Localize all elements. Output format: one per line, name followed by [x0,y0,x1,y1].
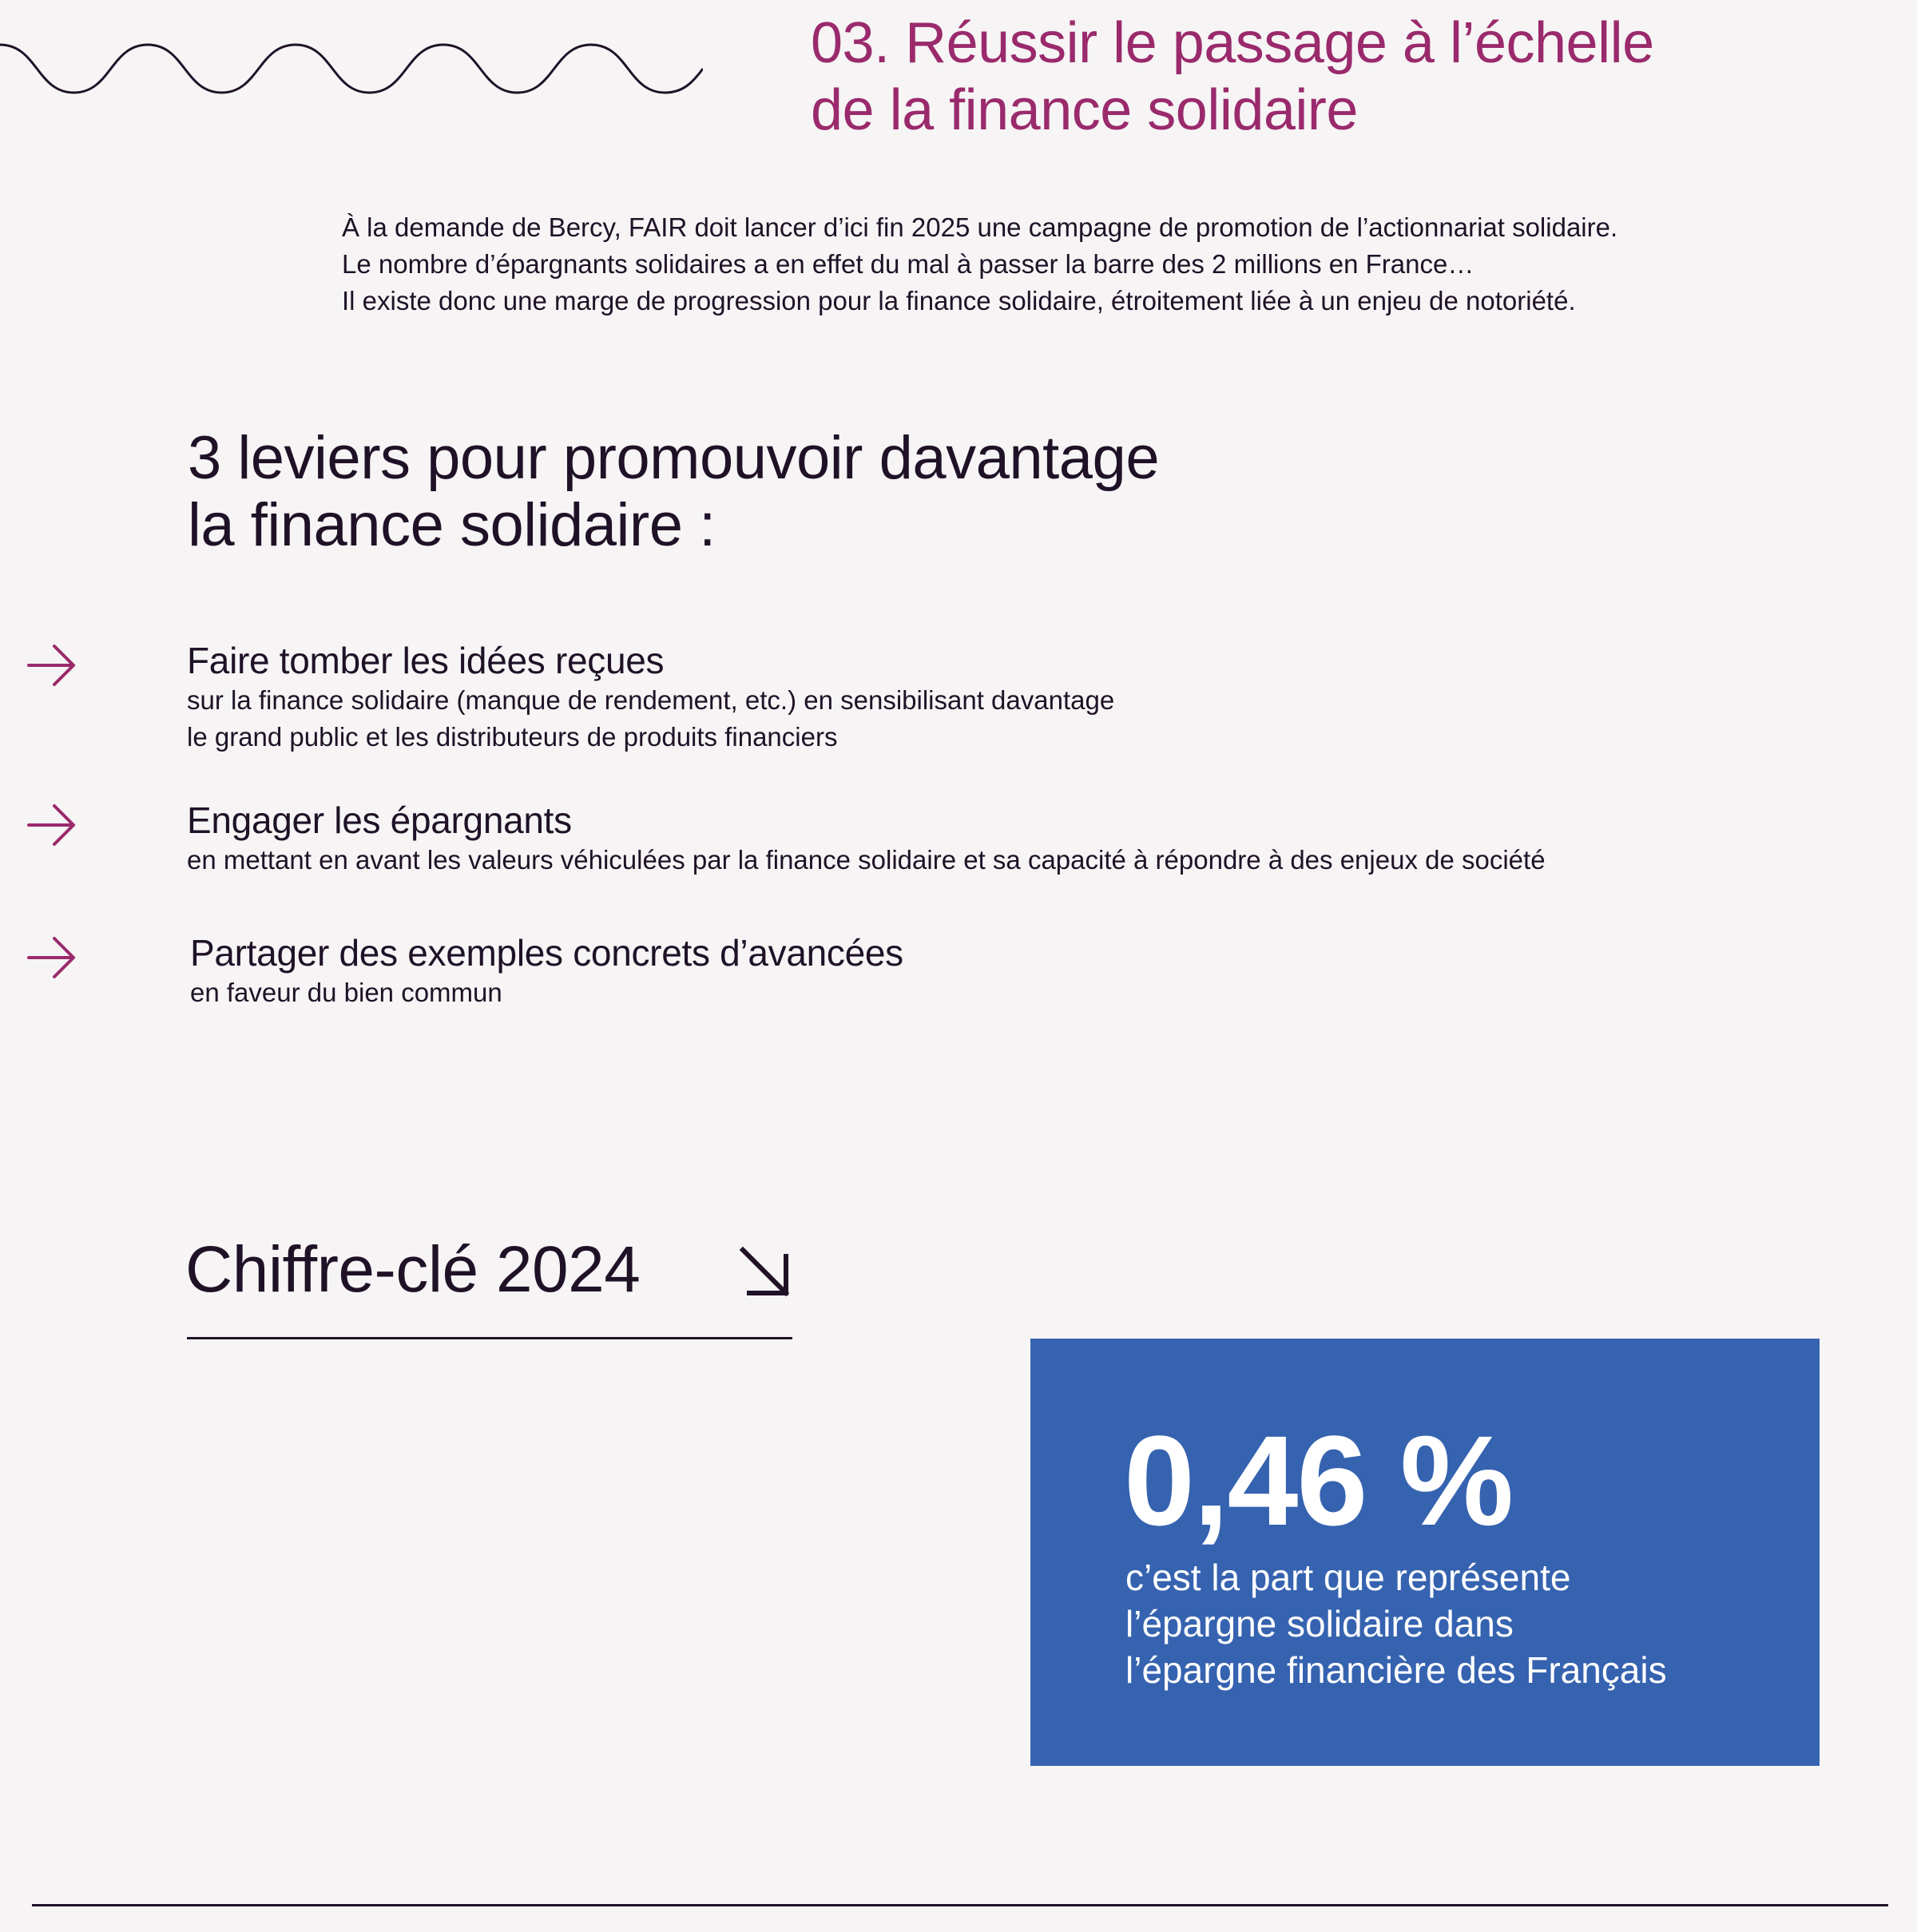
key-figure-caption-line: c’est la part que représente [1125,1557,1571,1598]
key-figure-caption-line: l’épargne solidaire dans [1125,1603,1514,1644]
levers-heading-line: la finance solidaire : [188,491,716,559]
lever-description: en mettant en avant les valeurs véhiculées par la finance solidaire et sa capacité à répondre à des enjeux de société [187,845,1546,875]
intro-line: Il existe donc une marge de progression pour la finance solidaire, étroitement liée à un enjeu de notoriété. [342,286,1576,315]
lever-item [190,931,903,1011]
footer-divider [32,1904,1888,1906]
lever-item [187,639,1114,756]
lever-title: Partager des exemples concrets d’avancées [190,932,903,974]
arrow-right-icon [26,639,78,692]
arrow-right-icon [26,799,78,851]
wave-decoration [0,29,703,109]
lever-title: Faire tomber les idées reçues [187,640,665,681]
lever-description: en faveur du bien commun [190,978,502,1007]
key-figure-box [1030,1339,1820,1766]
intro-line: À la demande de Bercy, FAIR doit lancer d’ici fin 2025 une campagne de promotion de l’actionnariat solidaire. [342,212,1618,242]
arrow-right-icon [26,931,78,984]
section-title-line: 03. Réussir le passage à l’échelle [811,11,1654,75]
arrow-down-right-icon [735,1242,796,1303]
levers-heading [188,425,1159,559]
key-figure-underline [187,1337,792,1339]
section-title-line: de la finance solidaire [811,78,1358,142]
key-figure-caption [1125,1554,1667,1693]
intro-line: Le nombre d’épargnants solidaires a en effet du mal à passer la barre des 2 millions en France… [342,249,1474,279]
levers-heading-line: 3 leviers pour promouvoir davantage [188,424,1160,492]
key-figure-caption-line: l’épargne financière des Français [1125,1649,1667,1691]
lever-description: le grand public et les distributeurs de produits financiers [187,722,838,752]
key-figure-title: Chiffre-clé 2024 [185,1233,641,1306]
intro-paragraph [342,209,1617,319]
lever-title: Engager les épargnants [187,799,572,841]
section-title [811,10,1654,144]
lever-description: sur la finance solidaire (manque de rendement, etc.) en sensibilisant davantage [187,685,1115,715]
key-figure-value: 0,46 % [1124,1409,1513,1552]
lever-item [187,799,1546,879]
